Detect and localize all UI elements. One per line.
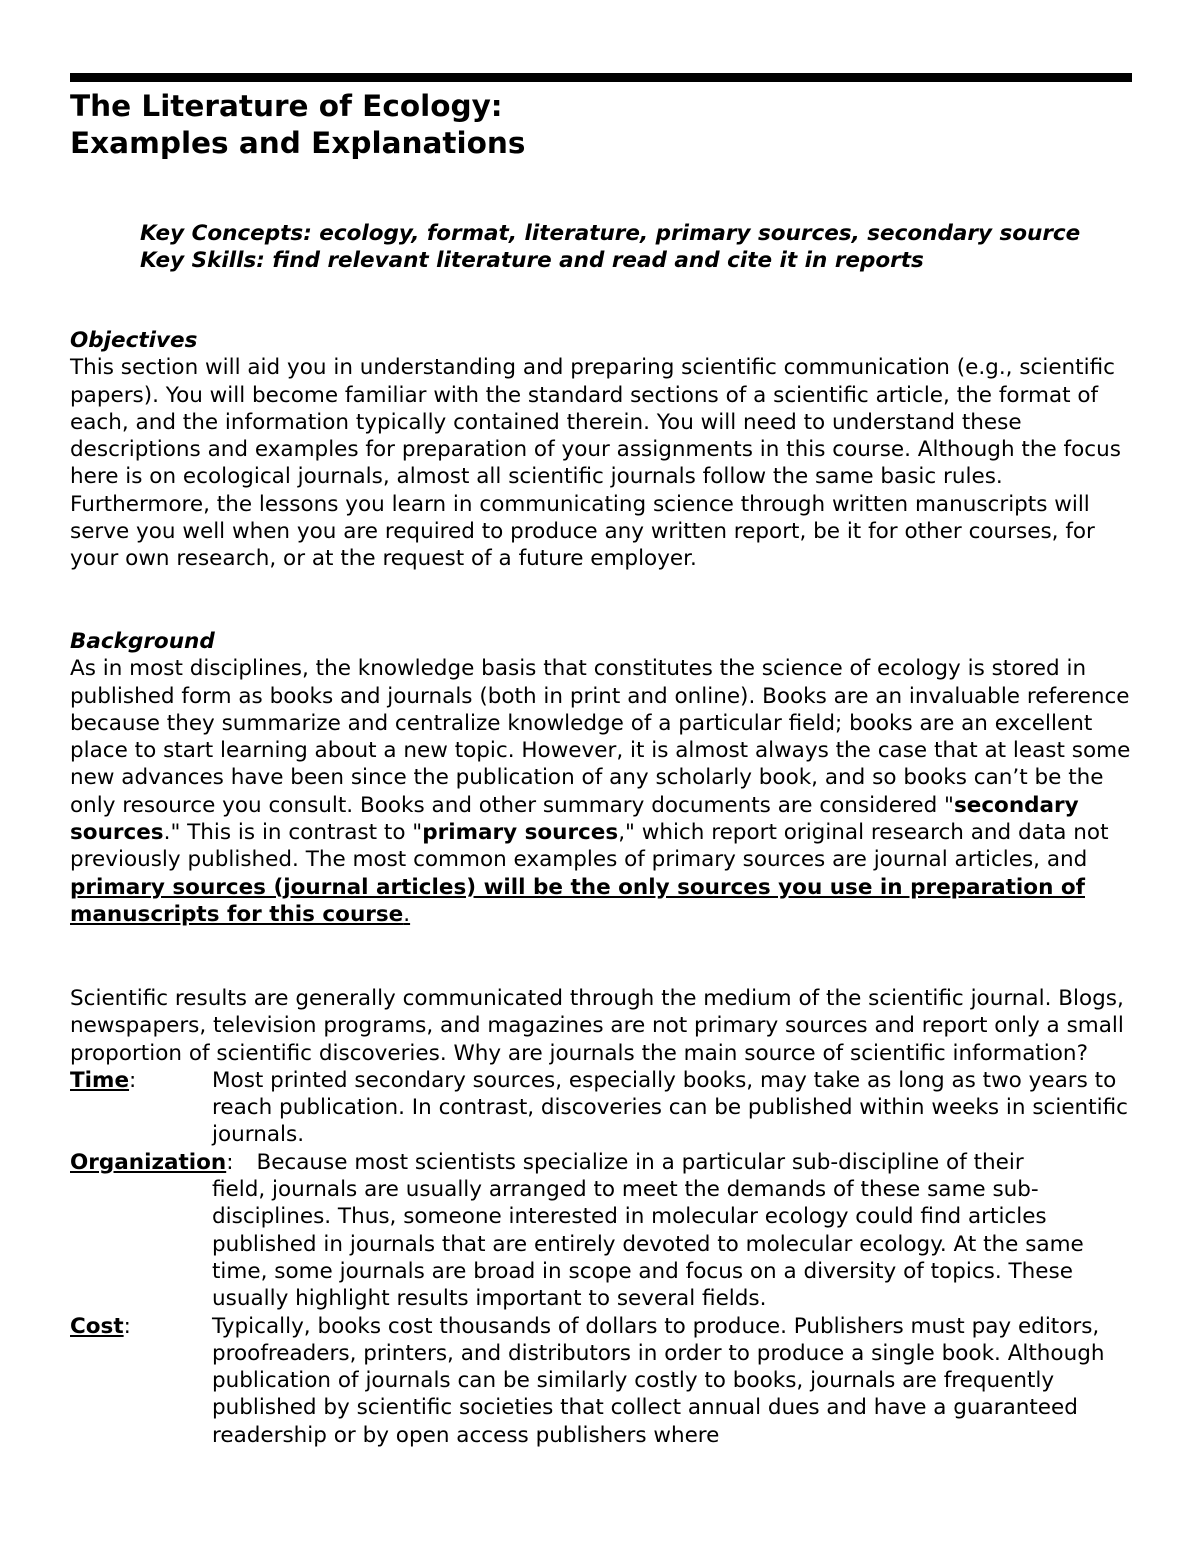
reason-cost-colon: : xyxy=(123,1313,131,1339)
title-line-2: Examples and Explanations xyxy=(70,126,526,160)
objectives-section xyxy=(70,327,1132,573)
reason-organization-first-row xyxy=(70,1149,1132,1176)
key-skills: Key Skills: find relevant literature and read and cite it in reports xyxy=(140,248,924,274)
page-title xyxy=(70,88,525,162)
reason-organization-term: Organization xyxy=(70,1149,227,1175)
journals-intro: Scientific results are generally communicated through the medium of the scientific journal. Blogs, newspapers, television programs, and magazines are not primary sources and report only a small proportion of scientific discoveries. Why are journals the main source of scientific information? xyxy=(70,986,1124,1066)
journals-section xyxy=(70,985,1132,1449)
secondary-sources-term: secondary sources xyxy=(70,792,1079,846)
background-text-part-3: ," which report original research and data not previously published. The most common examples of primary sources are journal articles, and xyxy=(70,820,1109,873)
top-rule xyxy=(70,73,1132,82)
key-block xyxy=(140,220,1100,275)
reason-time-term: Time xyxy=(70,1067,130,1093)
reason-time-label xyxy=(70,1067,212,1094)
background-text-part-2: ." This is in contrast to " xyxy=(163,820,423,846)
background-section xyxy=(70,628,1132,928)
objectives-heading: Objectives xyxy=(70,328,198,353)
reason-cost-label xyxy=(70,1313,212,1340)
reason-time-text: Most printed secondary sources, especially books, may take as long as two years to reach publication. In contrast, discoveries can be published within weeks in scientific journals. xyxy=(212,1067,1128,1148)
reason-cost xyxy=(70,1313,1132,1449)
reason-organization-text: field, journals are usually arranged to meet the demands of these same sub-disciplines. Thus, someone interested in molecular ecology could find articles published in journals that are entirely devoted to molecular ecology. At the same time, some journals are broad in scope and focus on a diversity of topics. These usually highlight results important to several fields. xyxy=(212,1177,1084,1312)
reason-organization-first-line: Because most scientists specialize in a particular sub-discipline of their xyxy=(256,1149,1024,1175)
background-text-part-1: As in most disciplines, the knowledge basis that constitutes the science of ecology is stored in published form as books and journals (both in print and online). Books are an invaluable reference because they summarize and centralize knowledge of a particular field; books are an excellent place to start learning about a new topic. However, it is almost always the case that at least some new advances have been since the publication of any scholarly book, and so books can’t be the only resource you consult. Books and other summary documents are considered " xyxy=(70,656,1131,818)
reason-time-colon: : xyxy=(129,1067,137,1093)
title-line-1: The Literature of Ecology: xyxy=(70,89,503,123)
course-sources-emphasis: primary sources (journal articles) will be the only sources you use in preparation of manuscripts for this course xyxy=(70,874,1085,927)
reason-organization-label xyxy=(70,1149,233,1176)
reason-organization xyxy=(70,1149,1132,1313)
objectives-text: This section will aid you in understanding and preparing scientific communication (e.g., scientific papers). You will become familiar with the standard sections of a scientific article, the format of each, and the information typically contained therein. You will need to understand these descriptions and examples for preparation of your assignments in this course. Although the focus here is on ecological journals, almost all scientific journals follow the same basic rules. Furthermore, the lessons you learn in communicating science through written manuscripts will serve you well when you are required to produce any written report, be it for other courses, for your own research, or at the request of a future employer. xyxy=(70,355,1121,572)
background-text xyxy=(70,655,1132,928)
course-sources-emphasis-end: . xyxy=(403,901,411,927)
reason-organization-colon: : xyxy=(226,1149,234,1175)
reason-cost-text: Typically, books cost thousands of dollars to produce. Publishers must pay editors, proofreaders, printers, and distributors in order to produce a single book. Although publication of journals can be similarly costly to books, journals are frequently published by scientific societies that collect annual dues and have a guaranteed readership or by open access publishers where xyxy=(212,1313,1105,1448)
background-heading: Background xyxy=(70,629,215,654)
key-concepts: Key Concepts: ecology, format, literature, primary sources, secondary source xyxy=(140,221,1081,246)
primary-sources-term: primary sources xyxy=(422,820,619,846)
reason-cost-term: Cost xyxy=(70,1313,124,1339)
reason-time xyxy=(70,1067,1132,1149)
